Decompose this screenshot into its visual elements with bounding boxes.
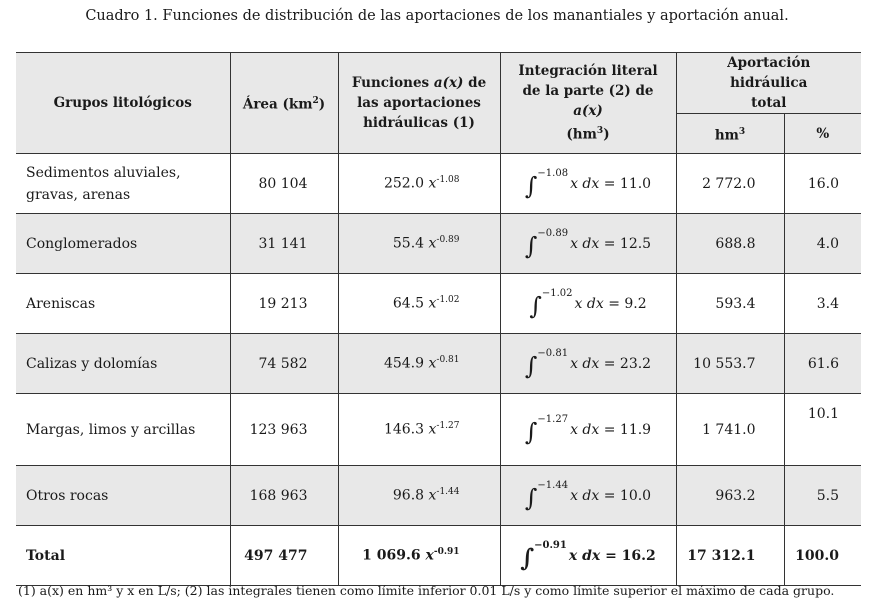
cell-integral: ∫ −0.89 x dx = 12.5 bbox=[500, 214, 676, 274]
cell-area: 19 213 bbox=[230, 274, 338, 334]
table-caption: Cuadro 1. Funciones de distribución de las aportaciones de los manantiales y aportación anual. bbox=[85, 8, 789, 24]
cell-group: Calizas y dolomías bbox=[16, 334, 230, 394]
cell-hm3: 963.2 bbox=[676, 466, 784, 526]
cell-function: 146.3 $x^{-1.27}$ bbox=[338, 394, 500, 466]
cell-function: 55.4 $x^{-0.89}$ bbox=[338, 214, 500, 274]
cell-function: 96.8 $x^{-1.44}$ bbox=[338, 466, 500, 526]
table-row bbox=[16, 466, 861, 526]
cell-group: Sedimentos aluviales, gravas, arenas bbox=[16, 154, 230, 214]
table-row bbox=[16, 274, 861, 334]
cell-function: 454.9 $x^{-0.81}$ bbox=[338, 334, 500, 394]
cell-hm3: 593.4 bbox=[676, 274, 784, 334]
cell-area: 80 104 bbox=[230, 154, 338, 214]
cell-hm3: 2 772.0 bbox=[676, 154, 784, 214]
header-total-contribution: Aportación hidráulica total bbox=[676, 53, 861, 114]
cell-integral: ∫ −0.91 x dx = 16.2 bbox=[500, 526, 676, 586]
cell-hm3: 10 553.7 bbox=[676, 334, 784, 394]
cell-area: 123 963 bbox=[230, 394, 338, 466]
cell-percent: 16.0 bbox=[784, 154, 861, 214]
cell-integral: ∫ −1.08 x dx = 11.0 bbox=[500, 154, 676, 214]
cell-percent: 10.1 bbox=[784, 394, 861, 466]
table-row bbox=[16, 334, 861, 394]
header-percent: % bbox=[784, 114, 861, 154]
header-integration: Integración literal de la parte (2) de a(x) $(hm^3)$ bbox=[500, 53, 676, 154]
cell-percent: 4.0 bbox=[784, 214, 861, 274]
cell-area: 497 477 bbox=[230, 526, 338, 586]
table-row bbox=[16, 154, 861, 214]
cell-hm3: 17 312.1 bbox=[676, 526, 784, 586]
data-table bbox=[16, 52, 861, 586]
cell-group: Total bbox=[16, 526, 230, 586]
cell-percent: 5.5 bbox=[784, 466, 861, 526]
cell-function: 64.5 $x^{-1.02}$ bbox=[338, 274, 500, 334]
cell-percent: 61.6 bbox=[784, 334, 861, 394]
cell-group: Areniscas bbox=[16, 274, 230, 334]
cell-integral: ∫ −1.02 x dx = 9.2 bbox=[500, 274, 676, 334]
cell-percent: 3.4 bbox=[784, 274, 861, 334]
cell-percent: 100.0 bbox=[784, 526, 861, 586]
table-row bbox=[16, 214, 861, 274]
footnote: (1) a(x) en hm³ y x en L/s; (2) las integrales tienen como límite inferior 0.01 L/s y como límite superior el máximo de cada grupo. bbox=[18, 583, 835, 598]
cell-area: 168 963 bbox=[230, 466, 338, 526]
cell-hm3: 1 741.0 bbox=[676, 394, 784, 466]
cell-integral: ∫ −0.81 x dx = 23.2 bbox=[500, 334, 676, 394]
table-row bbox=[16, 394, 861, 466]
table-row bbox=[16, 526, 861, 586]
cell-integral: ∫ −1.44 x dx = 10.0 bbox=[500, 466, 676, 526]
cell-area: 74 582 bbox=[230, 334, 338, 394]
cell-hm3: 688.8 bbox=[676, 214, 784, 274]
header-functions: Funciones a(x) de las aportaciones hidráulicas (1) bbox=[338, 53, 500, 154]
header-area: Área $(km^2)$ bbox=[230, 53, 338, 154]
cell-group: Otros rocas bbox=[16, 466, 230, 526]
cell-function: 252.0 $x^{-1.08}$ bbox=[338, 154, 500, 214]
cell-group: Conglomerados bbox=[16, 214, 230, 274]
header-hm3: $hm^3$ bbox=[676, 114, 784, 154]
header-group: Grupos litológicos bbox=[16, 53, 230, 154]
cell-area: 31 141 bbox=[230, 214, 338, 274]
cell-integral: ∫ −1.27 x dx = 11.9 bbox=[500, 394, 676, 466]
cell-function: 1 069.6 $x^{-0.91}$ bbox=[338, 526, 500, 586]
cell-group: Margas, limos y arcillas bbox=[16, 394, 230, 466]
